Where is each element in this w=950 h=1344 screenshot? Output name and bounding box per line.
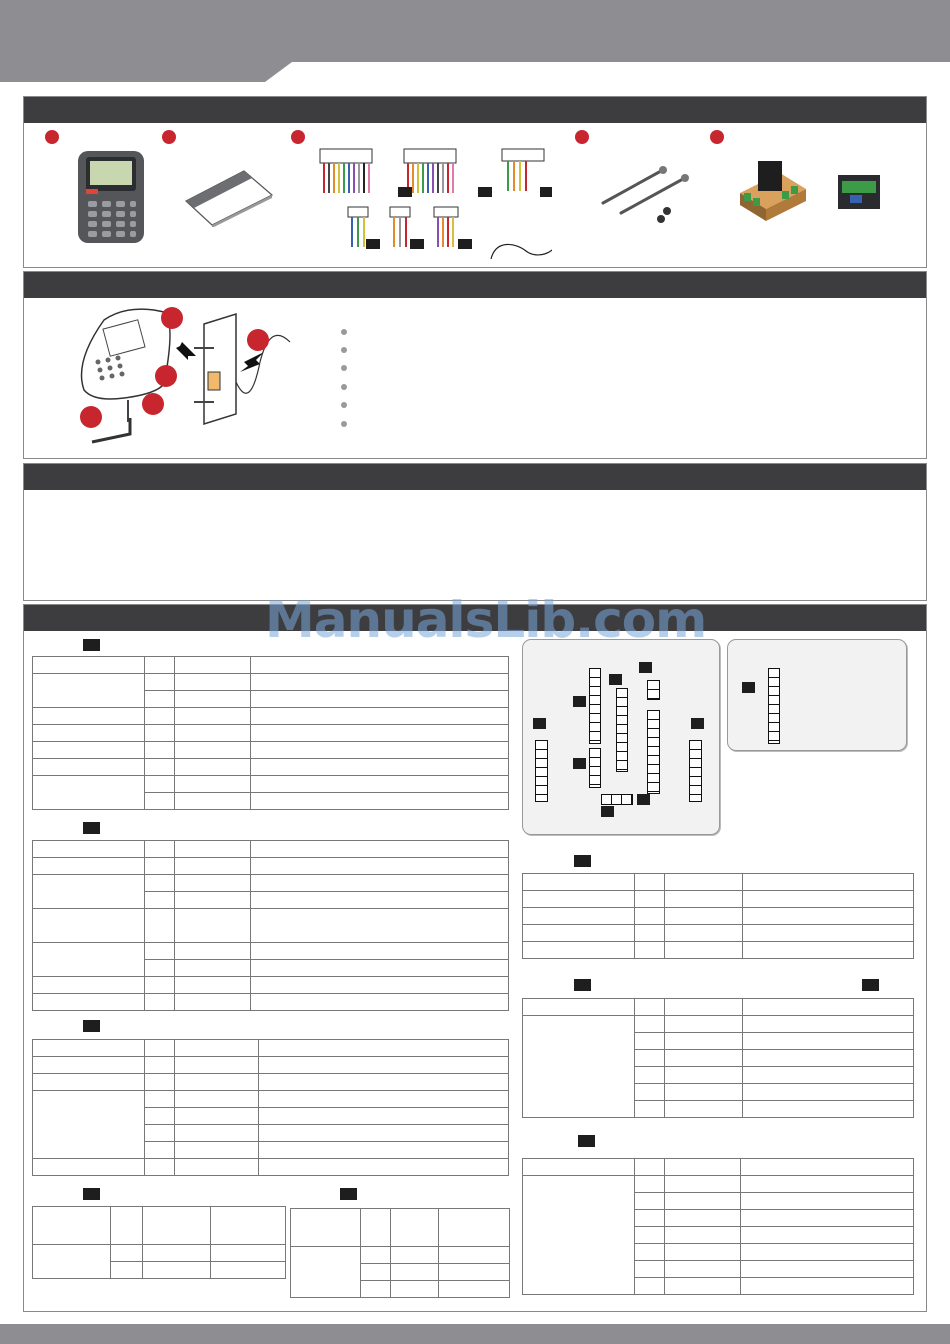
table-tag-7 <box>574 979 591 991</box>
diagram-tag-6 <box>573 758 586 769</box>
item-marker-5 <box>710 130 724 144</box>
contents-header <box>24 97 926 123</box>
step-marker-2 <box>247 329 269 351</box>
diagram-tag-7 <box>637 794 650 805</box>
table-tag-8 <box>862 979 879 991</box>
connector-a <box>589 668 601 744</box>
connector-left-edge <box>535 740 548 802</box>
main-board-diagram <box>522 639 720 835</box>
wiring-table-5 <box>290 1208 510 1298</box>
step-marker-4 <box>142 393 164 415</box>
wiring-table-8 <box>522 1158 914 1295</box>
connector-b <box>616 688 628 772</box>
diagram-tag-3 <box>609 674 622 685</box>
connector-bottom <box>601 794 633 805</box>
notes-panel <box>23 463 927 601</box>
table-tag-2 <box>83 822 100 834</box>
table-tag-6 <box>574 855 591 867</box>
bullet-3 <box>341 365 347 371</box>
diagram-tag-4 <box>639 662 652 673</box>
wiring-table-2 <box>32 840 509 1011</box>
item-marker-2 <box>162 130 176 144</box>
wiring-table-6 <box>522 873 914 959</box>
relay-diagram-tag <box>742 682 755 693</box>
mounting-header <box>24 272 926 298</box>
wire-connector-icon <box>316 147 552 265</box>
contents-panel <box>23 96 927 268</box>
wiring-table-1 <box>32 656 509 810</box>
item-marker-1 <box>45 130 59 144</box>
connector-c <box>647 680 660 700</box>
wiring-table-3 <box>32 1039 509 1176</box>
table-tag-9 <box>578 1135 595 1147</box>
step-marker-3 <box>155 365 177 387</box>
step-marker-1 <box>161 307 183 329</box>
bullet-6 <box>341 421 347 427</box>
relay-module-icon <box>736 153 886 229</box>
relay-connector <box>768 668 780 744</box>
table-tag-1 <box>83 639 100 651</box>
connector-e <box>589 748 601 788</box>
table-tag-3 <box>83 1020 100 1032</box>
screw-icon <box>599 163 699 225</box>
watermark-text: ManualsLib.com <box>265 591 707 649</box>
table-tag-5 <box>340 1188 357 1200</box>
bullet-1 <box>341 329 347 335</box>
wiring-table-7 <box>522 998 914 1118</box>
bullet-2 <box>341 347 347 353</box>
connector-right-edge <box>689 740 702 802</box>
bullet-5 <box>341 402 347 408</box>
bottom-band <box>0 1324 950 1344</box>
manual-booklet-icon <box>182 165 274 227</box>
item-marker-4 <box>575 130 589 144</box>
wiring-panel <box>23 604 927 1312</box>
item-marker-3 <box>291 130 305 144</box>
notes-header <box>24 464 926 490</box>
connector-d <box>647 710 660 794</box>
diagram-tag-8 <box>601 806 614 817</box>
diagram-tag-1 <box>533 718 546 729</box>
bullet-4 <box>341 384 347 390</box>
step-marker-5 <box>80 406 102 428</box>
diagram-tag-5 <box>691 718 704 729</box>
wiring-table-4 <box>32 1206 286 1279</box>
diagram-tag-2 <box>573 696 586 707</box>
mounting-panel <box>23 271 927 459</box>
table-tag-4 <box>83 1188 100 1200</box>
relay-board-diagram <box>727 639 907 751</box>
keypad-device-icon <box>76 149 146 245</box>
mounting-diagram-icon <box>64 302 304 452</box>
top-band <box>0 0 950 82</box>
